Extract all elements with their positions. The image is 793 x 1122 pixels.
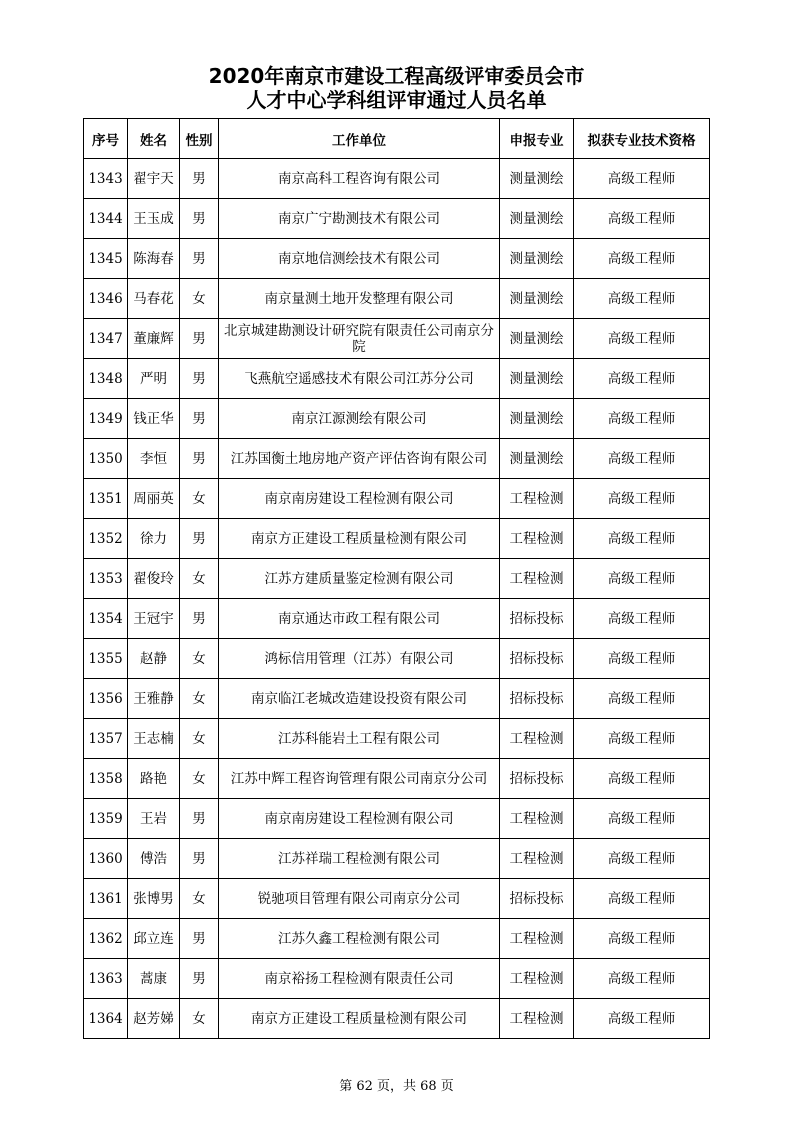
- gender-cell: 男: [180, 799, 219, 839]
- header-work-unit: 工作单位: [219, 119, 500, 159]
- work-unit-cell: 南京南房建设工程检测有限公司: [219, 799, 500, 839]
- work-unit-cell: 南京南房建设工程检测有限公司: [219, 479, 500, 519]
- table-row: [84, 719, 710, 759]
- qualification-cell: 高级工程师: [574, 239, 710, 279]
- table-row: [84, 999, 710, 1039]
- header-serial-number: 序号: [84, 119, 128, 159]
- serial-number-cell: 1363: [84, 959, 128, 999]
- serial-number-cell: 1345: [84, 239, 128, 279]
- specialty-cell: 测量测绘: [500, 159, 574, 199]
- document-title-line1: 2020年南京市建设工程高级评审委员会市: [208, 64, 585, 88]
- name-cell: 徐力: [128, 519, 180, 559]
- work-unit-cell: 江苏祥瑞工程检测有限公司: [219, 839, 500, 879]
- specialty-cell: 测量测绘: [500, 319, 574, 359]
- qualification-cell: 高级工程师: [574, 679, 710, 719]
- serial-number-cell: 1346: [84, 279, 128, 319]
- serial-number-cell: 1343: [84, 159, 128, 199]
- name-cell: 王雅静: [128, 679, 180, 719]
- work-unit-cell: 北京城建勘测设计研究院有限责任公司南京分院: [219, 319, 500, 359]
- table-body: [84, 159, 710, 1039]
- work-unit-cell: 江苏久鑫工程检测有限公司: [219, 919, 500, 959]
- name-cell: 董廉辉: [128, 319, 180, 359]
- gender-cell: 男: [180, 359, 219, 399]
- specialty-cell: 工程检测: [500, 719, 574, 759]
- serial-number-cell: 1354: [84, 599, 128, 639]
- name-cell: 王玉成: [128, 199, 180, 239]
- header-declared-specialty: 申报专业: [500, 119, 574, 159]
- serial-number-cell: 1359: [84, 799, 128, 839]
- page-footer: 第 62 页，共 68 页: [339, 1079, 454, 1094]
- serial-number-cell: 1357: [84, 719, 128, 759]
- gender-cell: 男: [180, 519, 219, 559]
- work-unit-cell: 南京江源测绘有限公司: [219, 399, 500, 439]
- qualification-cell: 高级工程师: [574, 519, 710, 559]
- name-cell: 赵芳娣: [128, 999, 180, 1039]
- name-cell: 李恒: [128, 439, 180, 479]
- gender-cell: 男: [180, 959, 219, 999]
- table-row: [84, 319, 710, 359]
- serial-number-cell: 1351: [84, 479, 128, 519]
- work-unit-cell: 南京方正建设工程质量检测有限公司: [219, 519, 500, 559]
- specialty-cell: 工程检测: [500, 959, 574, 999]
- specialty-cell: 测量测绘: [500, 439, 574, 479]
- name-cell: 蒿康: [128, 959, 180, 999]
- qualification-cell: 高级工程师: [574, 639, 710, 679]
- table-row: [84, 479, 710, 519]
- work-unit-cell: 江苏科能岩土工程有限公司: [219, 719, 500, 759]
- gender-cell: 男: [180, 199, 219, 239]
- specialty-cell: 测量测绘: [500, 239, 574, 279]
- qualification-cell: 高级工程师: [574, 959, 710, 999]
- gender-cell: 男: [180, 319, 219, 359]
- qualification-cell: 高级工程师: [574, 319, 710, 359]
- gender-cell: 男: [180, 399, 219, 439]
- specialty-cell: 工程检测: [500, 919, 574, 959]
- specialty-cell: 工程检测: [500, 799, 574, 839]
- qualification-cell: 高级工程师: [574, 999, 710, 1039]
- gender-cell: 女: [180, 559, 219, 599]
- work-unit-cell: 锐驰项目管理有限公司南京分公司: [219, 879, 500, 919]
- specialty-cell: 招标投标: [500, 599, 574, 639]
- qualification-cell: 高级工程师: [574, 919, 710, 959]
- qualification-cell: 高级工程师: [574, 199, 710, 239]
- table-row: [84, 279, 710, 319]
- specialty-cell: 工程检测: [500, 839, 574, 879]
- gender-cell: 男: [180, 919, 219, 959]
- work-unit-cell: 鸿标信用管理（江苏）有限公司: [219, 639, 500, 679]
- specialty-cell: 招标投标: [500, 759, 574, 799]
- table-row: [84, 879, 710, 919]
- qualification-cell: 高级工程师: [574, 479, 710, 519]
- serial-number-cell: 1362: [84, 919, 128, 959]
- work-unit-cell: 南京裕扬工程检测有限责任公司: [219, 959, 500, 999]
- table-row: [84, 239, 710, 279]
- specialty-cell: 工程检测: [500, 519, 574, 559]
- table-row: [84, 199, 710, 239]
- work-unit-cell: 南京通达市政工程有限公司: [219, 599, 500, 639]
- serial-number-cell: 1355: [84, 639, 128, 679]
- qualification-cell: 高级工程师: [574, 279, 710, 319]
- name-cell: 张博男: [128, 879, 180, 919]
- gender-cell: 男: [180, 599, 219, 639]
- header-name: 姓名: [128, 119, 180, 159]
- table-header-row: [84, 119, 710, 159]
- name-cell: 马春花: [128, 279, 180, 319]
- table-row: [84, 439, 710, 479]
- specialty-cell: 测量测绘: [500, 359, 574, 399]
- name-cell: 王岩: [128, 799, 180, 839]
- gender-cell: 男: [180, 839, 219, 879]
- work-unit-cell: 江苏中辉工程咨询管理有限公司南京分公司: [219, 759, 500, 799]
- gender-cell: 男: [180, 439, 219, 479]
- qualification-cell: 高级工程师: [574, 399, 710, 439]
- name-cell: 王志楠: [128, 719, 180, 759]
- table-row: [84, 959, 710, 999]
- work-unit-cell: 江苏方建质量鉴定检测有限公司: [219, 559, 500, 599]
- work-unit-cell: 南京量测土地开发整理有限公司: [219, 279, 500, 319]
- serial-number-cell: 1358: [84, 759, 128, 799]
- qualification-cell: 高级工程师: [574, 799, 710, 839]
- name-cell: 路艳: [128, 759, 180, 799]
- qualification-cell: 高级工程师: [574, 599, 710, 639]
- work-unit-cell: 南京地信测绘技术有限公司: [219, 239, 500, 279]
- serial-number-cell: 1347: [84, 319, 128, 359]
- qualification-cell: 高级工程师: [574, 559, 710, 599]
- serial-number-cell: 1356: [84, 679, 128, 719]
- specialty-cell: 工程检测: [500, 479, 574, 519]
- serial-number-cell: 1364: [84, 999, 128, 1039]
- work-unit-cell: 南京临江老城改造建设投资有限公司: [219, 679, 500, 719]
- qualification-cell: 高级工程师: [574, 439, 710, 479]
- serial-number-cell: 1344: [84, 199, 128, 239]
- specialty-cell: 测量测绘: [500, 399, 574, 439]
- table-row: [84, 599, 710, 639]
- qualification-cell: 高级工程师: [574, 879, 710, 919]
- gender-cell: 女: [180, 719, 219, 759]
- table-row: [84, 759, 710, 799]
- gender-cell: 女: [180, 999, 219, 1039]
- specialty-cell: 招标投标: [500, 679, 574, 719]
- work-unit-cell: 南京广宁勘测技术有限公司: [219, 199, 500, 239]
- gender-cell: 女: [180, 759, 219, 799]
- serial-number-cell: 1360: [84, 839, 128, 879]
- specialty-cell: 工程检测: [500, 559, 574, 599]
- qualification-cell: 高级工程师: [574, 159, 710, 199]
- work-unit-cell: 南京方正建设工程质量检测有限公司: [219, 999, 500, 1039]
- table-row: [84, 639, 710, 679]
- specialty-cell: 测量测绘: [500, 199, 574, 239]
- gender-cell: 女: [180, 479, 219, 519]
- specialty-cell: 招标投标: [500, 879, 574, 919]
- specialty-cell: 测量测绘: [500, 279, 574, 319]
- table-row: [84, 519, 710, 559]
- serial-number-cell: 1353: [84, 559, 128, 599]
- gender-cell: 男: [180, 239, 219, 279]
- document-title-line2: 人才中心学科组评审通过人员名单: [246, 88, 547, 112]
- name-cell: 翟俊玲: [128, 559, 180, 599]
- gender-cell: 男: [180, 159, 219, 199]
- work-unit-cell: 南京高科工程咨询有限公司: [219, 159, 500, 199]
- name-cell: 傅浩: [128, 839, 180, 879]
- name-cell: 翟宇天: [128, 159, 180, 199]
- serial-number-cell: 1350: [84, 439, 128, 479]
- serial-number-cell: 1361: [84, 879, 128, 919]
- header-qualification: 拟获专业技术资格: [574, 119, 710, 159]
- gender-cell: 女: [180, 679, 219, 719]
- header-gender: 性别: [180, 119, 219, 159]
- gender-cell: 女: [180, 879, 219, 919]
- gender-cell: 女: [180, 639, 219, 679]
- name-cell: 严明: [128, 359, 180, 399]
- name-cell: 钱正华: [128, 399, 180, 439]
- qualification-cell: 高级工程师: [574, 359, 710, 399]
- table-row: [84, 679, 710, 719]
- specialty-cell: 工程检测: [500, 999, 574, 1039]
- table-row: [84, 159, 710, 199]
- name-cell: 周丽英: [128, 479, 180, 519]
- table-row: [84, 399, 710, 439]
- approved-personnel-table: [83, 118, 710, 1039]
- work-unit-cell: 江苏国衡土地房地产资产评估咨询有限公司: [219, 439, 500, 479]
- work-unit-cell: 飞燕航空遥感技术有限公司江苏分公司: [219, 359, 500, 399]
- serial-number-cell: 1352: [84, 519, 128, 559]
- specialty-cell: 招标投标: [500, 639, 574, 679]
- table-row: [84, 799, 710, 839]
- name-cell: 邱立连: [128, 919, 180, 959]
- serial-number-cell: 1349: [84, 399, 128, 439]
- qualification-cell: 高级工程师: [574, 839, 710, 879]
- name-cell: 王冠宇: [128, 599, 180, 639]
- qualification-cell: 高级工程师: [574, 759, 710, 799]
- table-row: [84, 359, 710, 399]
- table-row: [84, 839, 710, 879]
- gender-cell: 女: [180, 279, 219, 319]
- serial-number-cell: 1348: [84, 359, 128, 399]
- qualification-cell: 高级工程师: [574, 719, 710, 759]
- name-cell: 赵静: [128, 639, 180, 679]
- table-row: [84, 559, 710, 599]
- table-row: [84, 919, 710, 959]
- name-cell: 陈海春: [128, 239, 180, 279]
